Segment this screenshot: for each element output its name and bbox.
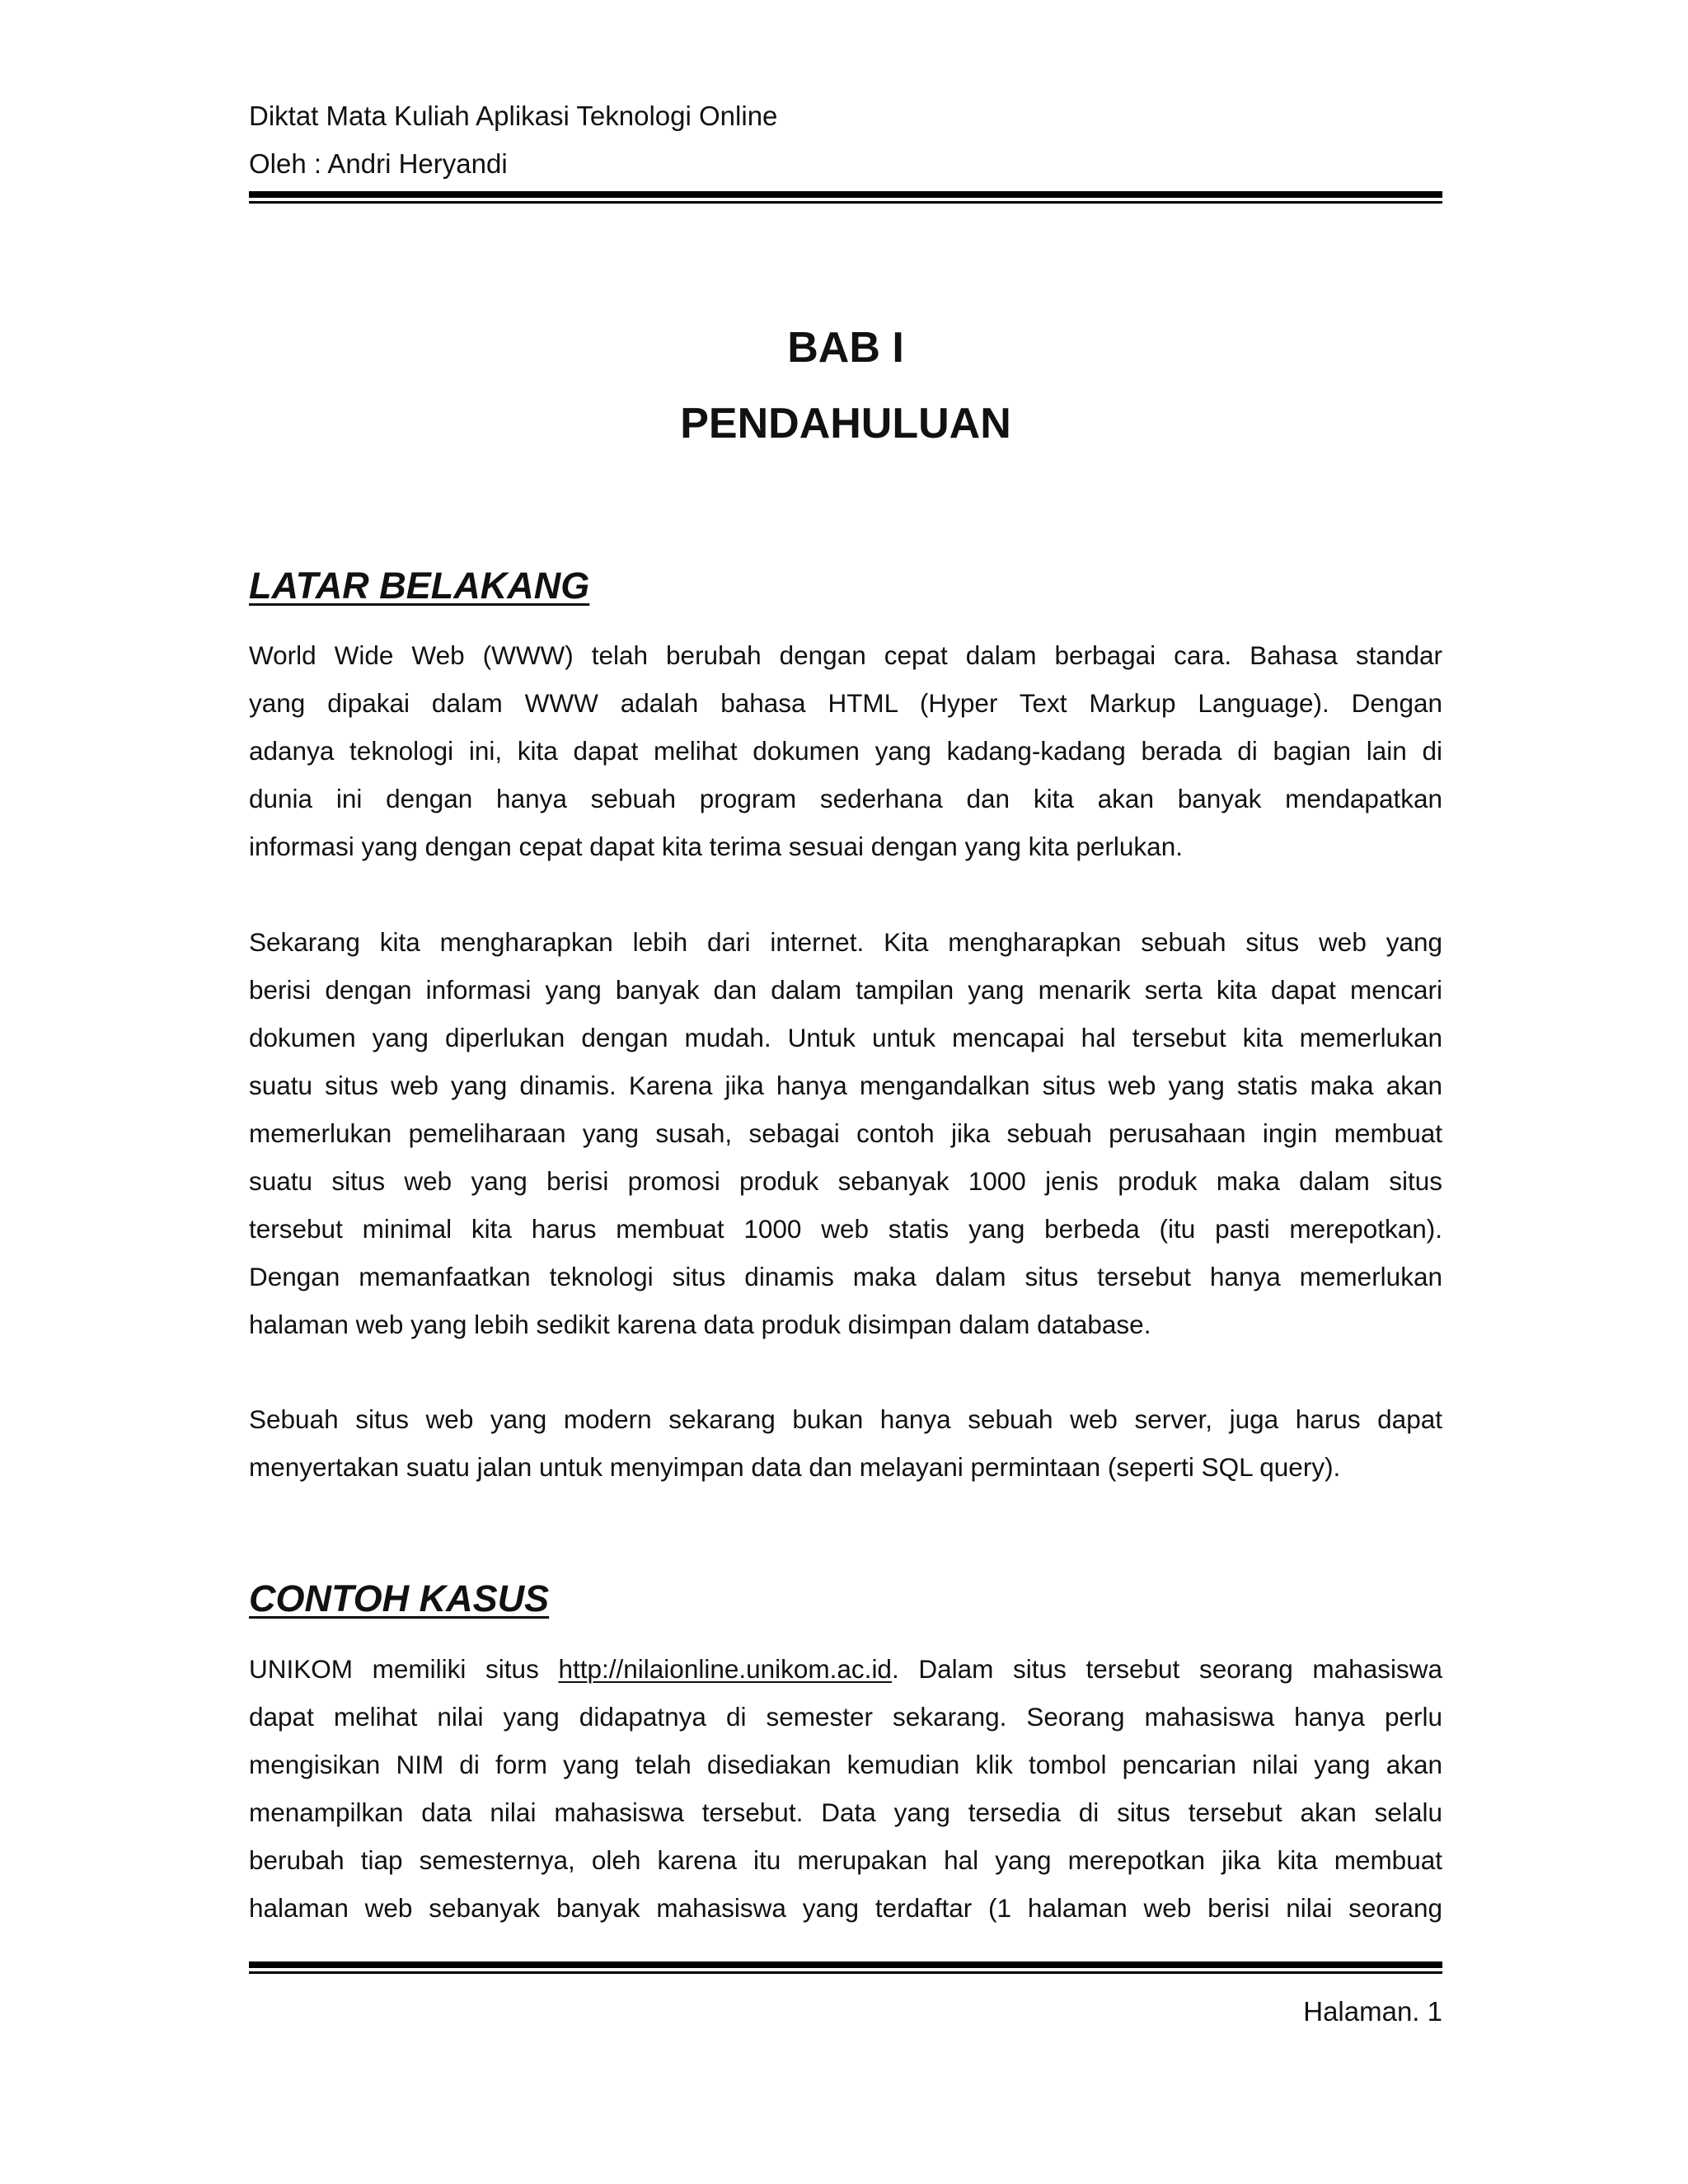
paragraph-latar-belakang-2 <box>249 918 1442 1348</box>
text-line: informasi yang dengan cepat dapat kita terima sesuai dengan yang kita perlukan. <box>249 832 1183 861</box>
text-line: adanya teknologi ini, kita dapat melihat dokumen yang kadang-kadang berada di bagian lain di <box>249 736 1442 766</box>
header-divider-thin <box>249 201 1442 204</box>
page-number: Halaman. 1 <box>1303 1996 1442 2027</box>
text-line: tersebut minimal kita harus membuat 1000 web statis yang berbeda (itu pasti merepotkan). <box>249 1214 1442 1244</box>
text-line: berubah tiap semesternya, oleh karena itu merupakan hal yang merepotkan jika kita membuat <box>249 1845 1442 1875</box>
paragraph-latar-belakang-3 <box>249 1395 1442 1491</box>
text-fragment: UNIKOM memiliki situs <box>249 1654 559 1684</box>
header-divider-thick <box>249 191 1442 198</box>
section-heading-latar-belakang: LATAR BELAKANG <box>249 565 590 607</box>
footer-divider-thin <box>249 1971 1442 1974</box>
text-fragment: . Dalam situs tersebut seorang mahasiswa <box>891 1654 1442 1684</box>
footer-divider-thick <box>249 1961 1442 1968</box>
text-line: suatu situs web yang dinamis. Karena jika hanya mengandalkan situs web yang statis maka akan <box>249 1071 1442 1100</box>
chapter-number: BAB I <box>787 324 904 372</box>
text-line: menyertakan suatu jalan untuk menyimpan data dan melayani permintaan (seperti SQL query). <box>249 1452 1341 1482</box>
chapter-title: PENDAHULUAN <box>680 400 1011 448</box>
text-line-with-link <box>249 1645 1442 1693</box>
text-line: World Wide Web (WWW) telah berubah dengan cepat dalam berbagai cara. Bahasa standar <box>249 640 1442 670</box>
text-line: berisi dengan informasi yang banyak dan dalam tampilan yang menarik serta kita dapat mencari <box>249 975 1442 1005</box>
header-divider <box>249 191 1442 204</box>
text-line: mengisikan NIM di form yang telah disediakan kemudian klik tombol pencarian nilai yang akan <box>249 1750 1442 1779</box>
paragraph-contoh-kasus-1 <box>249 1645 1442 1932</box>
page-header <box>249 92 1442 188</box>
paragraph-latar-belakang-1 <box>249 631 1442 870</box>
text-line: memerlukan pemeliharaan yang susah, sebagai contoh jika sebuah perusahaan ingin membuat <box>249 1118 1442 1148</box>
text-line: Sebuah situs web yang modern sekarang bukan hanya sebuah web server, juga harus dapat <box>249 1404 1442 1434</box>
text-line: dokumen yang diperlukan dengan mudah. Untuk untuk mencapai hal tersebut kita memerlukan <box>249 1023 1442 1052</box>
nilaionline-link[interactable]: http://nilaionline.unikom.ac.id <box>558 1654 892 1684</box>
text-line: halaman web sebanyak banyak mahasiswa yang terdaftar (1 halaman web berisi nilai seorang <box>249 1893 1442 1923</box>
text-line: menampilkan data nilai mahasiswa tersebut. Data yang tersedia di situs tersebut akan selalu <box>249 1797 1442 1827</box>
text-line: halaman web yang lebih sedikit karena data produk disimpan dalam database. <box>249 1310 1151 1339</box>
header-course-title: Diktat Mata Kuliah Aplikasi Teknologi Online <box>249 101 778 131</box>
text-line: yang dipakai dalam WWW adalah bahasa HTML (Hyper Text Markup Language). Dengan <box>249 688 1442 718</box>
text-line: dapat melihat nilai yang didapatnya di semester sekarang. Seorang mahasiswa hanya perlu <box>249 1702 1442 1732</box>
section-heading-contoh-kasus: CONTOH KASUS <box>249 1577 550 1619</box>
text-line: Dengan memanfaatkan teknologi situs dinamis maka dalam situs tersebut hanya memerlukan <box>249 1262 1442 1291</box>
header-author: Oleh : Andri Heryandi <box>249 148 508 179</box>
footer-divider <box>249 1961 1442 1974</box>
text-line: dunia ini dengan hanya sebuah program sederhana dan kita akan banyak mendapatkan <box>249 784 1442 813</box>
text-line: Sekarang kita mengharapkan lebih dari internet. Kita mengharapkan sebuah situs web yang <box>249 927 1442 957</box>
text-line: suatu situs web yang berisi promosi produk sebanyak 1000 jenis produk maka dalam situs <box>249 1166 1442 1196</box>
